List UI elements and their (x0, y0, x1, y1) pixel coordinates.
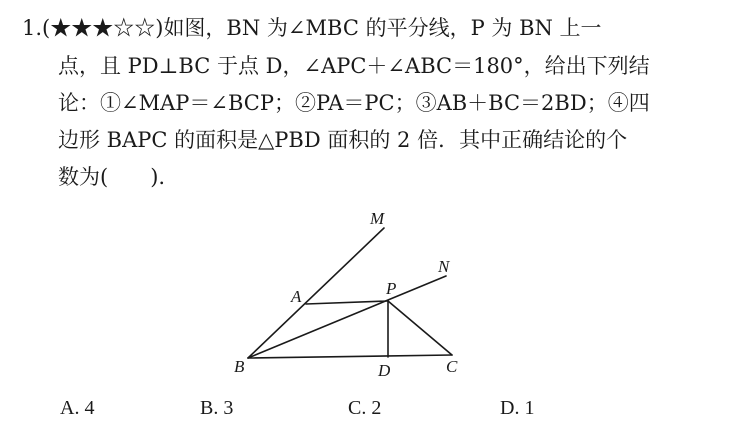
label-C: C (446, 357, 458, 376)
ray-BN (248, 276, 446, 358)
label-A: A (291, 287, 302, 306)
segment-AP (306, 301, 388, 304)
ray-BM (248, 228, 384, 358)
label-M: M (370, 209, 385, 228)
option-a[interactable]: A. 4 (60, 397, 95, 419)
option-c[interactable]: C. 2 (348, 397, 382, 419)
segment-BC (248, 355, 452, 358)
question-line-4: 边形 BAPC 的面积是△PBD 面积的 2 倍．其中正确结论的个 (58, 128, 628, 152)
label-D: D (378, 361, 391, 380)
question-number: 1. (22, 16, 43, 40)
label-B: B (234, 357, 245, 376)
label-N: N (438, 257, 450, 276)
option-b[interactable]: B. 3 (200, 397, 234, 419)
option-d[interactable]: D. 1 (500, 397, 535, 419)
question-line-5: 数为( ). (58, 165, 166, 189)
label-P: P (386, 279, 397, 298)
question-line-3: 论：①∠MAP＝∠BCP；②PA＝PC；③AB＋BC＝2BD；④四 (58, 91, 650, 115)
difficulty-stars: (★★★☆☆) (42, 16, 164, 40)
question-line-2: 点，且 PD⊥BC 于点 D，∠APC＋∠ABC＝180°，给出下列结 (58, 54, 650, 78)
segment-PC (388, 301, 452, 355)
question-text-line-1: 如图，BN 为∠MBC 的平分线，P 为 BN 上一 (163, 16, 602, 40)
